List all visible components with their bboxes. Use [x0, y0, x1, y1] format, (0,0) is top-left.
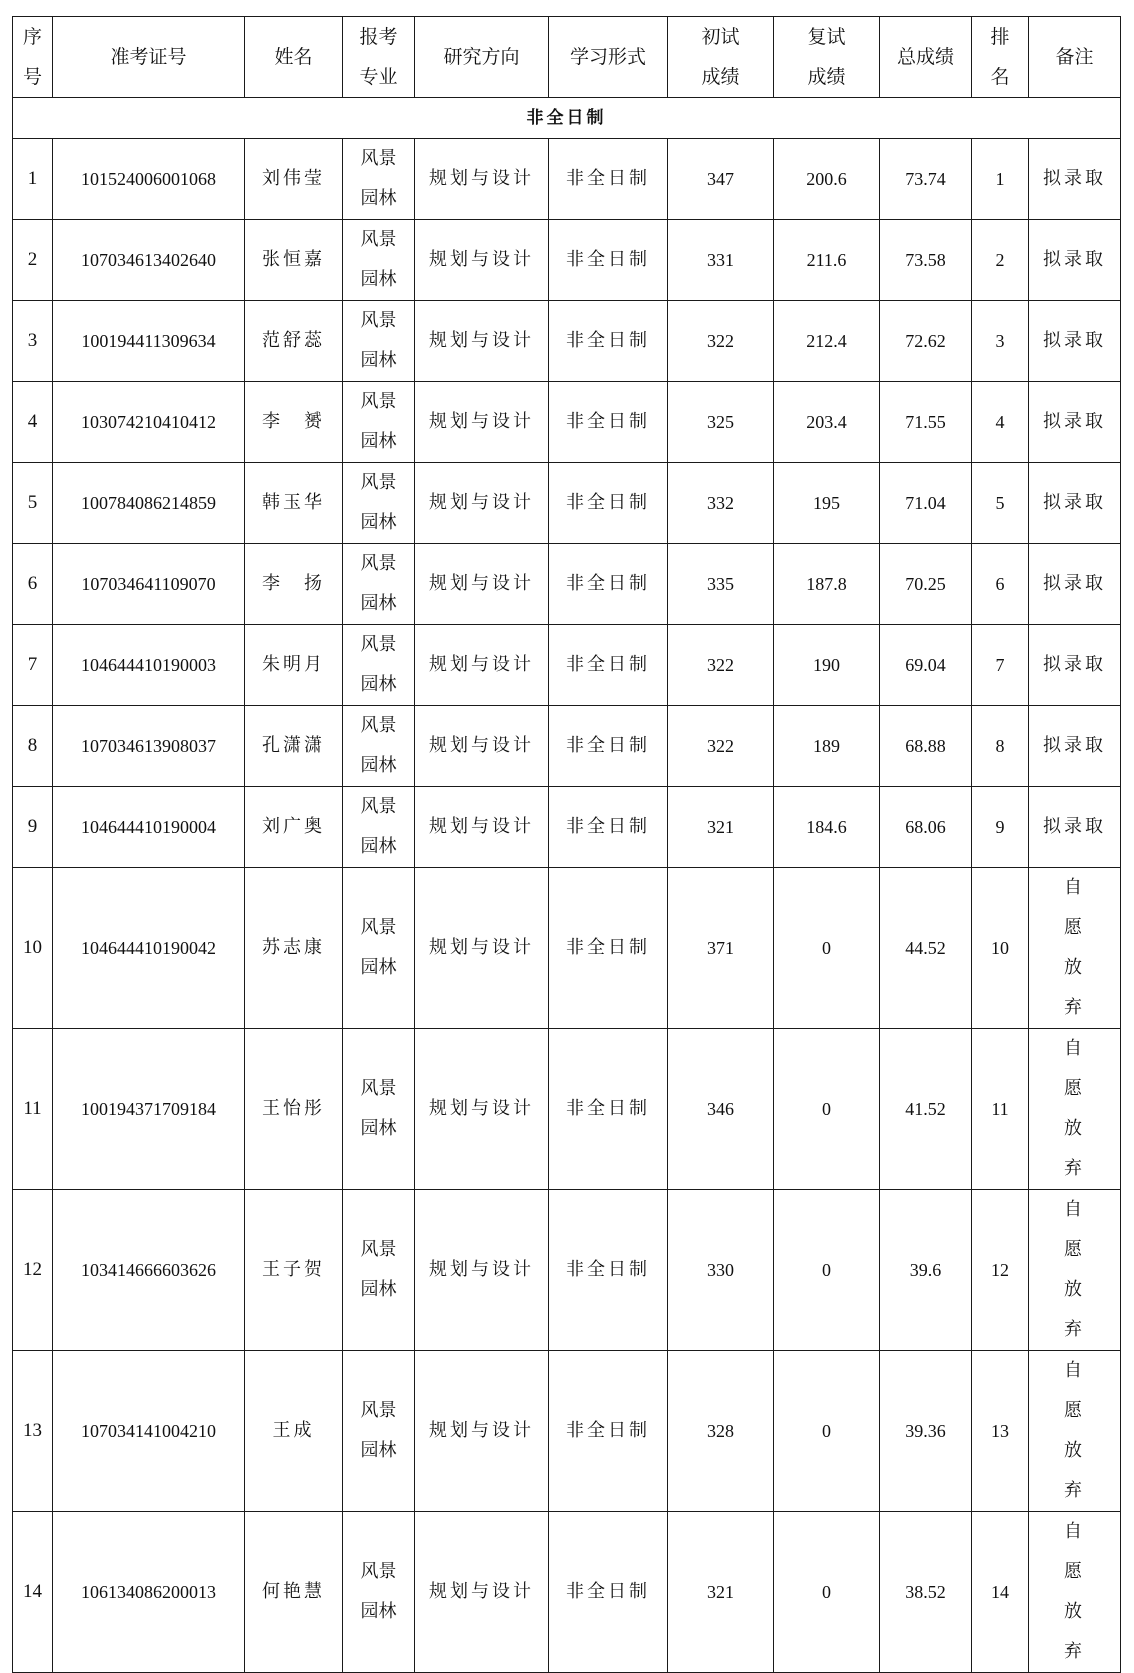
cell-exam-id: 107034613908037	[53, 706, 245, 787]
table-row	[13, 1190, 1121, 1351]
cell-remark: 自愿放弃	[1029, 1029, 1121, 1190]
cell-rank: 12	[972, 1190, 1029, 1351]
cell-initial-score: 332	[668, 463, 774, 544]
header-exam-id: 准考证号	[53, 17, 245, 98]
cell-mode: 非全日制	[549, 787, 668, 868]
cell-name: 李 扬	[245, 544, 343, 625]
cell-initial-score: 321	[668, 787, 774, 868]
cell-rank: 7	[972, 625, 1029, 706]
cell-exam-id: 104644410190042	[53, 868, 245, 1029]
cell-major: 风景园林	[343, 1512, 415, 1673]
cell-total-score: 69.04	[880, 625, 972, 706]
cell-exam-id: 100194411309634	[53, 301, 245, 382]
cell-exam-id: 103414666603626	[53, 1190, 245, 1351]
cell-seq: 7	[13, 625, 53, 706]
cell-retest-score: 211.6	[774, 220, 880, 301]
table-row	[13, 787, 1121, 868]
header-name: 姓名	[245, 17, 343, 98]
cell-direction: 规划与设计	[415, 1190, 549, 1351]
cell-mode: 非全日制	[549, 382, 668, 463]
header-mode: 学习形式	[549, 17, 668, 98]
cell-mode: 非全日制	[549, 625, 668, 706]
cell-major: 风景园林	[343, 706, 415, 787]
header-row	[13, 17, 1121, 98]
cell-remark: 自愿放弃	[1029, 868, 1121, 1029]
table-row	[13, 139, 1121, 220]
cell-remark: 拟录取	[1029, 139, 1121, 220]
cell-retest-score: 187.8	[774, 544, 880, 625]
table-row	[13, 625, 1121, 706]
admission-results-table	[12, 16, 1121, 1673]
cell-mode: 非全日制	[549, 868, 668, 1029]
cell-mode: 非全日制	[549, 220, 668, 301]
cell-exam-id: 104644410190003	[53, 625, 245, 706]
cell-retest-score: 212.4	[774, 301, 880, 382]
cell-total-score: 38.52	[880, 1512, 972, 1673]
cell-retest-score: 0	[774, 1029, 880, 1190]
table-row	[13, 544, 1121, 625]
cell-rank: 8	[972, 706, 1029, 787]
cell-rank: 11	[972, 1029, 1029, 1190]
cell-name: 王子贺	[245, 1190, 343, 1351]
cell-retest-score: 0	[774, 1351, 880, 1512]
header-initial-score: 初试成绩	[668, 17, 774, 98]
cell-major: 风景园林	[343, 220, 415, 301]
cell-name: 范舒蕊	[245, 301, 343, 382]
cell-total-score: 68.88	[880, 706, 972, 787]
cell-seq: 9	[13, 787, 53, 868]
cell-total-score: 70.25	[880, 544, 972, 625]
cell-direction: 规划与设计	[415, 544, 549, 625]
cell-rank: 5	[972, 463, 1029, 544]
cell-retest-score: 195	[774, 463, 880, 544]
cell-retest-score: 0	[774, 1512, 880, 1673]
cell-initial-score: 321	[668, 1512, 774, 1673]
cell-name: 王怡彤	[245, 1029, 343, 1190]
table-row	[13, 1512, 1121, 1673]
cell-initial-score: 331	[668, 220, 774, 301]
cell-mode: 非全日制	[549, 1512, 668, 1673]
cell-remark: 拟录取	[1029, 463, 1121, 544]
table-row	[13, 868, 1121, 1029]
cell-direction: 规划与设计	[415, 787, 549, 868]
cell-exam-id: 100784086214859	[53, 463, 245, 544]
table-row	[13, 1029, 1121, 1190]
cell-initial-score: 328	[668, 1351, 774, 1512]
cell-initial-score: 347	[668, 139, 774, 220]
cell-mode: 非全日制	[549, 1190, 668, 1351]
cell-retest-score: 0	[774, 868, 880, 1029]
cell-seq: 10	[13, 868, 53, 1029]
cell-mode: 非全日制	[549, 463, 668, 544]
cell-initial-score: 371	[668, 868, 774, 1029]
cell-rank: 14	[972, 1512, 1029, 1673]
cell-total-score: 71.04	[880, 463, 972, 544]
cell-direction: 规划与设计	[415, 1512, 549, 1673]
cell-initial-score: 325	[668, 382, 774, 463]
table-row	[13, 382, 1121, 463]
cell-mode: 非全日制	[549, 139, 668, 220]
cell-total-score: 73.74	[880, 139, 972, 220]
cell-total-score: 41.52	[880, 1029, 972, 1190]
header-total-score: 总成绩	[880, 17, 972, 98]
cell-retest-score: 0	[774, 1190, 880, 1351]
cell-initial-score: 346	[668, 1029, 774, 1190]
header-rank: 排名	[972, 17, 1029, 98]
cell-mode: 非全日制	[549, 301, 668, 382]
cell-seq: 1	[13, 139, 53, 220]
cell-total-score: 39.36	[880, 1351, 972, 1512]
cell-initial-score: 322	[668, 301, 774, 382]
cell-rank: 2	[972, 220, 1029, 301]
cell-major: 风景园林	[343, 1190, 415, 1351]
cell-name: 李 赟	[245, 382, 343, 463]
cell-exam-id: 101524006001068	[53, 139, 245, 220]
cell-remark: 拟录取	[1029, 220, 1121, 301]
cell-direction: 规划与设计	[415, 463, 549, 544]
cell-initial-score: 335	[668, 544, 774, 625]
cell-remark: 拟录取	[1029, 301, 1121, 382]
cell-major: 风景园林	[343, 1351, 415, 1512]
cell-initial-score: 330	[668, 1190, 774, 1351]
cell-seq: 12	[13, 1190, 53, 1351]
cell-seq: 14	[13, 1512, 53, 1673]
cell-major: 风景园林	[343, 1029, 415, 1190]
cell-remark: 自愿放弃	[1029, 1351, 1121, 1512]
cell-exam-id: 104644410190004	[53, 787, 245, 868]
cell-name: 何艳慧	[245, 1512, 343, 1673]
cell-exam-id: 100194371709184	[53, 1029, 245, 1190]
table-body	[13, 98, 1121, 1673]
cell-seq: 3	[13, 301, 53, 382]
cell-total-score: 71.55	[880, 382, 972, 463]
cell-major: 风景园林	[343, 301, 415, 382]
cell-name: 朱明月	[245, 625, 343, 706]
cell-direction: 规划与设计	[415, 625, 549, 706]
cell-direction: 规划与设计	[415, 1029, 549, 1190]
cell-direction: 规划与设计	[415, 868, 549, 1029]
cell-retest-score: 189	[774, 706, 880, 787]
cell-initial-score: 322	[668, 706, 774, 787]
cell-total-score: 72.62	[880, 301, 972, 382]
cell-total-score: 44.52	[880, 868, 972, 1029]
cell-exam-id: 106134086200013	[53, 1512, 245, 1673]
cell-major: 风景园林	[343, 544, 415, 625]
cell-mode: 非全日制	[549, 1351, 668, 1512]
cell-seq: 13	[13, 1351, 53, 1512]
cell-seq: 5	[13, 463, 53, 544]
cell-exam-id: 107034613402640	[53, 220, 245, 301]
cell-direction: 规划与设计	[415, 1351, 549, 1512]
cell-major: 风景园林	[343, 382, 415, 463]
table-row	[13, 220, 1121, 301]
cell-total-score: 68.06	[880, 787, 972, 868]
cell-exam-id: 107034641109070	[53, 544, 245, 625]
cell-major: 风景园林	[343, 868, 415, 1029]
cell-direction: 规划与设计	[415, 220, 549, 301]
cell-rank: 3	[972, 301, 1029, 382]
table-header	[13, 17, 1121, 98]
cell-retest-score: 200.6	[774, 139, 880, 220]
header-remark: 备注	[1029, 17, 1121, 98]
cell-rank: 10	[972, 868, 1029, 1029]
cell-remark: 拟录取	[1029, 706, 1121, 787]
cell-total-score: 73.58	[880, 220, 972, 301]
cell-name: 王成	[245, 1351, 343, 1512]
cell-direction: 规划与设计	[415, 706, 549, 787]
cell-seq: 6	[13, 544, 53, 625]
header-direction: 研究方向	[415, 17, 549, 98]
cell-seq: 11	[13, 1029, 53, 1190]
cell-major: 风景园林	[343, 787, 415, 868]
header-seq: 序号	[13, 17, 53, 98]
section-row	[13, 98, 1121, 139]
table-row	[13, 1351, 1121, 1512]
cell-direction: 规划与设计	[415, 139, 549, 220]
cell-major: 风景园林	[343, 139, 415, 220]
section-title: 非全日制	[13, 98, 1121, 139]
cell-name: 苏志康	[245, 868, 343, 1029]
cell-rank: 9	[972, 787, 1029, 868]
cell-mode: 非全日制	[549, 544, 668, 625]
cell-rank: 13	[972, 1351, 1029, 1512]
cell-direction: 规划与设计	[415, 382, 549, 463]
cell-remark: 拟录取	[1029, 625, 1121, 706]
cell-remark: 拟录取	[1029, 787, 1121, 868]
cell-remark: 自愿放弃	[1029, 1512, 1121, 1673]
cell-rank: 1	[972, 139, 1029, 220]
cell-total-score: 39.6	[880, 1190, 972, 1351]
cell-remark: 拟录取	[1029, 544, 1121, 625]
cell-seq: 4	[13, 382, 53, 463]
cell-exam-id: 103074210410412	[53, 382, 245, 463]
cell-initial-score: 322	[668, 625, 774, 706]
header-retest-score: 复试成绩	[774, 17, 880, 98]
cell-major: 风景园林	[343, 625, 415, 706]
cell-major: 风景园林	[343, 463, 415, 544]
header-major: 报考专业	[343, 17, 415, 98]
cell-name: 刘广奥	[245, 787, 343, 868]
table-row	[13, 463, 1121, 544]
cell-name: 刘伟莹	[245, 139, 343, 220]
cell-remark: 自愿放弃	[1029, 1190, 1121, 1351]
cell-mode: 非全日制	[549, 706, 668, 787]
cell-retest-score: 203.4	[774, 382, 880, 463]
cell-remark: 拟录取	[1029, 382, 1121, 463]
cell-name: 张恒嘉	[245, 220, 343, 301]
cell-retest-score: 190	[774, 625, 880, 706]
table-row	[13, 706, 1121, 787]
cell-seq: 8	[13, 706, 53, 787]
cell-retest-score: 184.6	[774, 787, 880, 868]
table-row	[13, 301, 1121, 382]
cell-exam-id: 107034141004210	[53, 1351, 245, 1512]
cell-rank: 6	[972, 544, 1029, 625]
cell-rank: 4	[972, 382, 1029, 463]
cell-seq: 2	[13, 220, 53, 301]
cell-mode: 非全日制	[549, 1029, 668, 1190]
cell-name: 孔潇潇	[245, 706, 343, 787]
cell-name: 韩玉华	[245, 463, 343, 544]
cell-direction: 规划与设计	[415, 301, 549, 382]
